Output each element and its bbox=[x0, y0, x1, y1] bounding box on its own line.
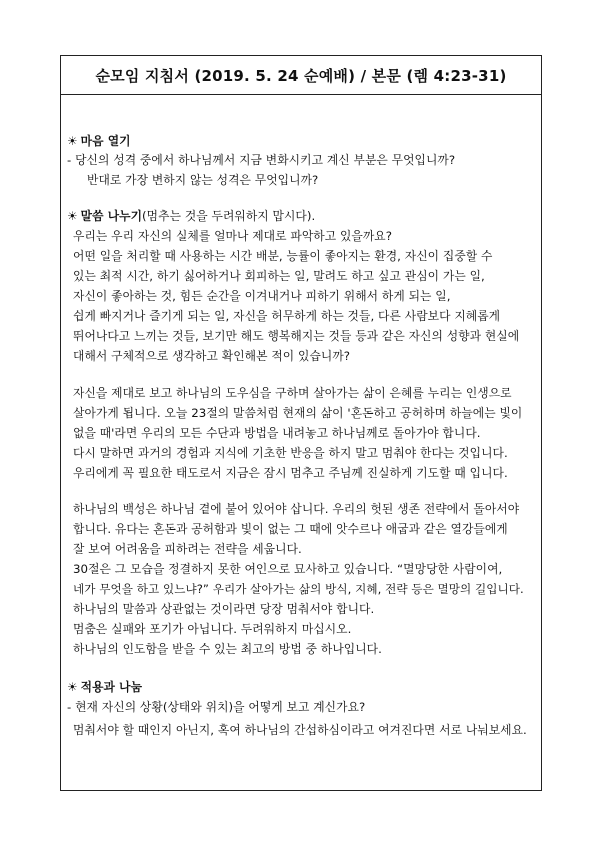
text-line: 하나님의 인도함을 받을 수 있는 최고의 방법 중 하나입니다. bbox=[73, 642, 382, 656]
text-line: - 당신의 성격 중에서 하나님께서 지금 변화시키고 계신 부분은 무엇입니까? bbox=[67, 153, 456, 167]
text-line: 대해서 구체적으로 생각하고 확인해본 적이 있습니까? bbox=[73, 349, 351, 363]
text-line: 우리는 우리 자신의 실체를 얼마나 제대로 파악하고 있을까요? bbox=[73, 229, 393, 243]
text-line: 있는 최적 시간, 하기 싫어하거나 회피하는 일, 말려도 하고 싶고 관심이 가는 일, bbox=[73, 269, 485, 283]
text-line: 자신을 제대로 보고 하나님의 도우심을 구하며 살아가는 삶이 은혜를 누리는 인생으로 bbox=[73, 386, 512, 400]
text-line: 30절은 그 모습을 정결하지 못한 여인으로 묘사하고 있습니다. “멸망당한 사람이여, bbox=[73, 562, 503, 576]
text-line: 멈춤은 실패와 포기가 아닙니다. 두려워하지 마십시오. bbox=[73, 622, 352, 636]
text-line: 하나님의 말씀과 상관없는 것이라면 당장 멈춰서야 합니다. bbox=[73, 602, 375, 616]
text-line: 자신이 좋아하는 것, 힘든 순간을 이겨내거나 피하기 위해서 하게 되는 일, bbox=[73, 289, 451, 303]
text-line: 다시 말하면 과거의 경험과 지식에 기초한 반응을 하지 말고 멈춰야 한다는 것입니다. bbox=[73, 446, 508, 460]
sun-icon: ☀ bbox=[67, 209, 78, 223]
text-line: 뛰어나다고 느끼는 것들, 보기만 해도 행복해지는 것들 등과 같은 자신의 성향과 현실에 bbox=[73, 329, 520, 343]
document-title-box bbox=[60, 55, 542, 95]
document-body bbox=[60, 95, 542, 791]
text-line: 하나님의 백성은 하나님 곁에 붙어 있어야 삽니다. 우리의 헛된 생존 전략에서 돌아서야 bbox=[73, 502, 520, 516]
text-line: - 현재 자신의 상황(상태와 위치)을 어떻게 보고 계신가요? bbox=[67, 700, 366, 714]
text-line: 쉽게 빠지거나 즐기게 되는 일, 자신을 허무하게 하는 것들, 다른 사람보다 지혜롭게 bbox=[73, 309, 501, 323]
text-line: 어떤 일을 처리할 때 사용하는 시간 배분, 능률이 좋아지는 환경, 자신이 집중할 수 bbox=[73, 249, 493, 263]
section-heading-open-heart: ☀ 마음 열기 bbox=[67, 134, 131, 148]
section-heading-word-sharing: ☀ 말씀 나누기(멈추는 것을 두려워하지 맙시다). bbox=[67, 209, 316, 223]
text-line: 네가 무엇을 하고 있느냐?” 우리가 살아가는 삶의 방식, 지혜, 전략 등은 멸망의 길입니다. bbox=[73, 582, 524, 596]
section-heading-application: ☀ 적용과 나눔 bbox=[67, 680, 143, 694]
sun-icon: ☀ bbox=[67, 680, 78, 694]
document-title: 순모임 지침서 (2019. 5. 24 순예배) / 본문 (렘 4:23-31) bbox=[95, 66, 507, 85]
text-line: 살아가게 됩니다. 오늘 23절의 말씀처럼 현재의 삶이 '혼돈하고 공허하며 하늘에는 빛이 bbox=[73, 406, 523, 420]
text-line: 잘 보여 어려움을 피하려는 전략을 세웁니다. bbox=[73, 542, 302, 556]
text-line: 멈춰서야 할 때인지 아닌지, 혹여 하나님의 간섭하심이라고 여겨진다면 서로 나눠보세요. bbox=[73, 723, 527, 737]
text-line: 합니다. 유다는 혼돈과 공허함과 빛이 없는 그 때에 앗수르나 애굽과 같은 열강들에게 bbox=[73, 522, 508, 536]
text-line: 우리에게 꼭 필요한 태도로서 지금은 잠시 멈추고 주님께 진실하게 기도할 때 입니다. bbox=[73, 466, 508, 480]
sun-icon: ☀ bbox=[67, 134, 78, 148]
text-line: 반대로 가장 변하지 않는 성격은 무엇입니까? bbox=[87, 173, 319, 187]
text-line: 없을 때'라면 우리의 모든 수단과 방법을 내려놓고 하나님께로 돌아가야 합니다. bbox=[73, 426, 481, 440]
